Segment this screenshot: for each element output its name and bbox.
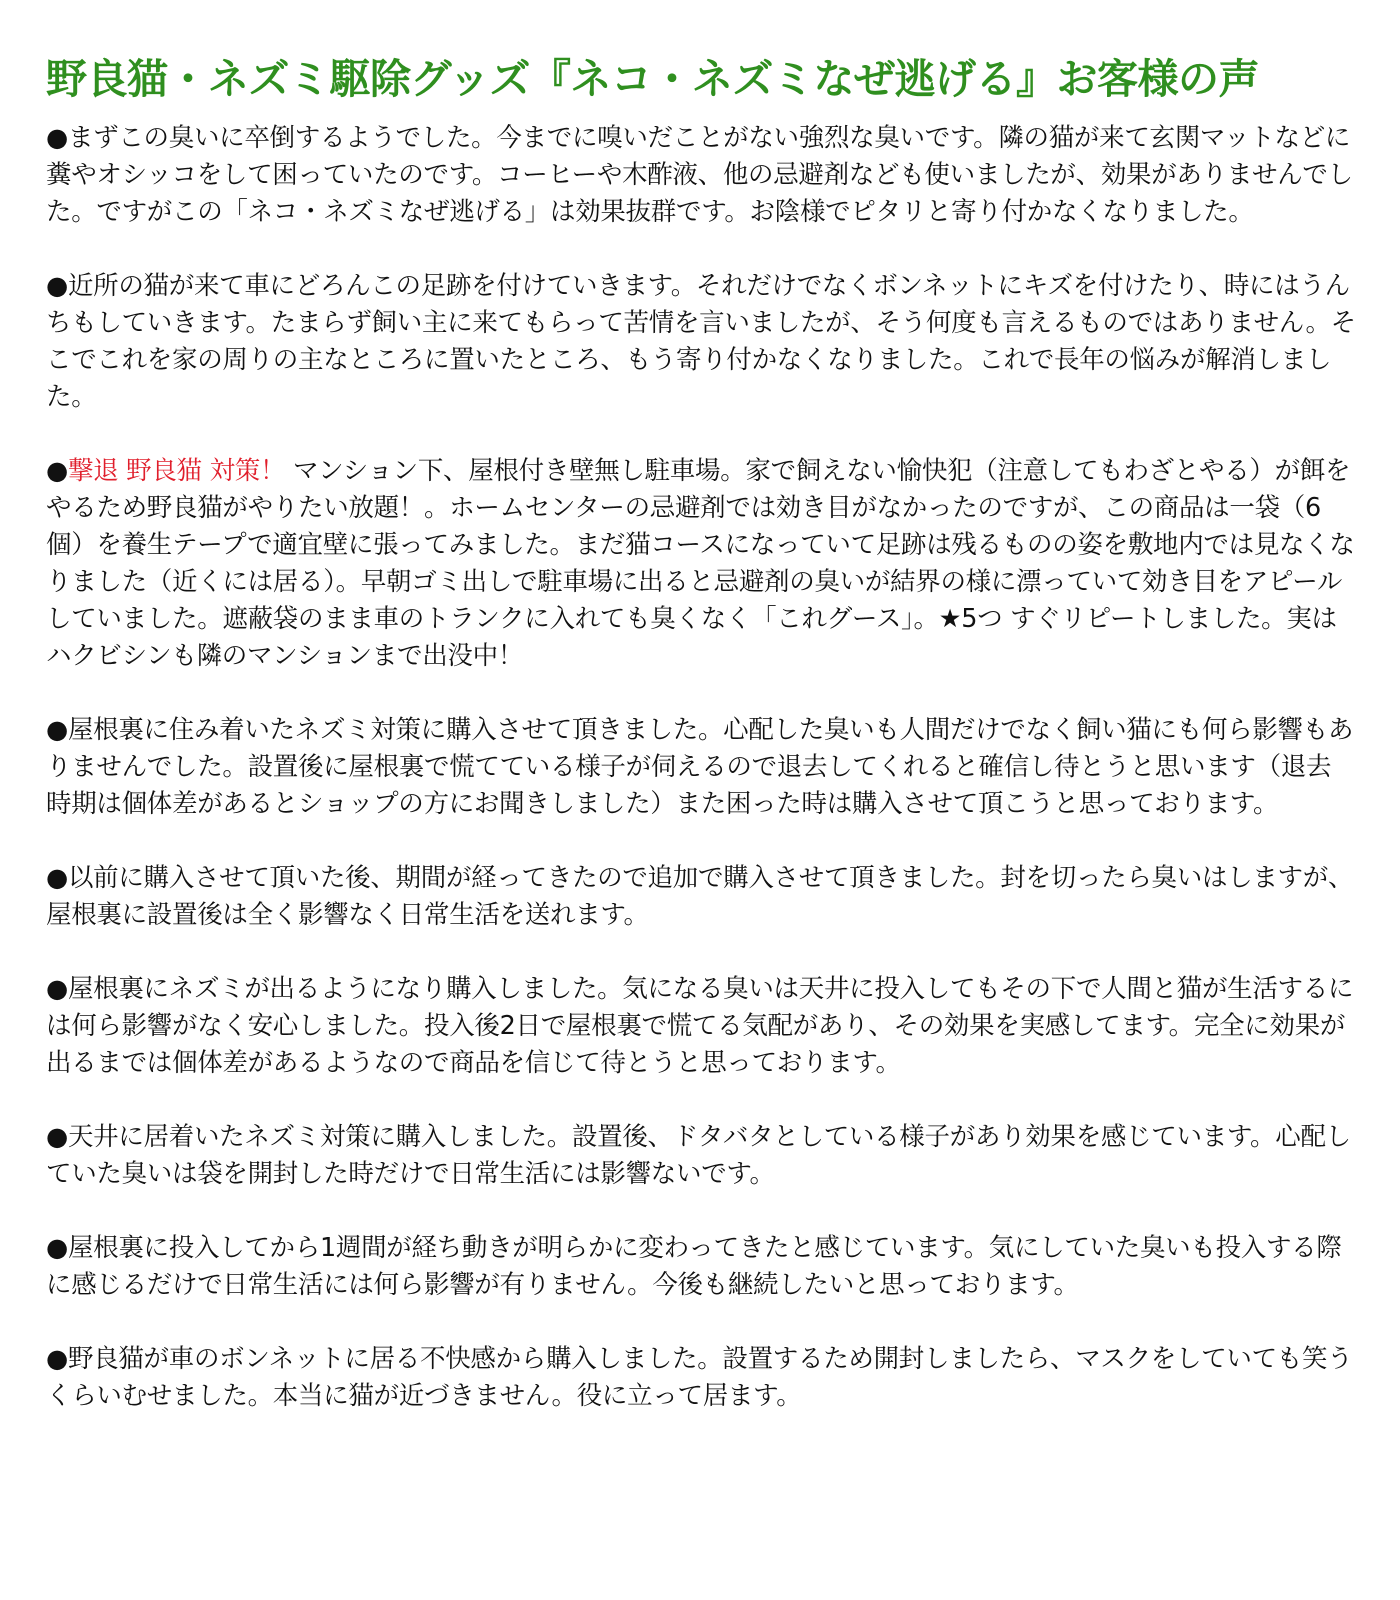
review-item (46, 453, 1356, 675)
review-text: 天井に居着いたネズミ対策に購入しました。設置後、ドタバタとしている様子があり効果を感じています。心配していた臭いは袋を開封した時だけで日常生活には影響ないです。 (46, 1122, 1351, 1189)
review-list (46, 120, 1356, 1415)
review-bullet: ● (46, 715, 68, 745)
review-text: 屋根裏に住み着いたネズミ対策に購入させて頂きました。心配した臭いも人間だけでなく飼い猫にも何ら影響もありませんでした。設置後に屋根裏で慌てている様子が伺えるので退去してくれると確信し待とうと思います（退去時期は個体差があるとショップの方にお聞きしました）また困った時は購入させて頂こうと思っております。 (46, 715, 1354, 819)
review-highlight: 撃退 野良猫 対策！ (67, 456, 286, 486)
review-text: 屋根裏にネズミが出るようになり購入しました。気になる臭いは天井に投入してもその下で人間と猫が生活するには何ら影響がなく安心しました。投入後2日で屋根裏で慌てる気配があり、その効果を実感してます。完全に効果が出るまでは個体差があるようなので商品を信じて待とうと思っております。 (46, 974, 1354, 1078)
review-bullet: ● (46, 456, 68, 486)
review-item (46, 1119, 1356, 1193)
review-bullet: ● (46, 863, 68, 893)
review-bullet: ● (46, 1122, 68, 1152)
review-item (46, 120, 1356, 231)
review-bullet: ● (46, 1233, 68, 1263)
review-text: マンション下、屋根付き壁無し駐車場。家で飼えない愉快犯（注意してもわざとやる）が餌をやるため野良猫がやりたい放題！。ホームセンターの忌避剤では効き目がなかったのですが、この商品は一袋（6個）を養生テープで適宜壁に張ってみました。まだ猫コースになっていて足跡は残るものの姿を敷地内では見なくなりました（近くには居る）。早朝ゴミ出しで駐車場に出ると忌避剤の臭いが結界の様に漂っていて効き目をアピールしていました。遮蔽袋のまま車のトランクに入れても臭くなく「これグース」。★5つ すぐリピートしました。実はハクビシンも隣のマンションまで出没中！ (46, 456, 1355, 671)
review-text: 屋根裏に投入してから1週間が経ち動きが明らかに変わってきたと感じています。気にしていた臭いも投入する際に感じるだけで日常生活には何ら影響が有りません。今後も継続したいと思っております。 (46, 1233, 1342, 1300)
review-text: 野良猫が車のボンネットに居る不快感から購入しました。設置するため開封しましたら、マスクをしていても笑うくらいむせました。本当に猫が近づきません。役に立って居ます。 (46, 1344, 1353, 1411)
review-text: まずこの臭いに卒倒するようでした。今までに嗅いだことがない強烈な臭いです。隣の猫が来て玄関マットなどに糞やオシッコをして困っていたのです。コーヒーや木酢液、他の忌避剤なども使いましたが、効果がありませんでした。ですがこの「ネコ・ネズミなぜ逃げる」は効果抜群です。お陰様でピタリと寄り付かなくなりました。 (46, 123, 1353, 227)
review-text: 以前に購入させて頂いた後、期間が経ってきたので追加で購入させて頂きました。封を切ったら臭いはしますが、屋根裏に設置後は全く影響なく日常生活を送れます。 (46, 863, 1354, 930)
review-text: 近所の猫が来て車にどろんこの足跡を付けていきます。それだけでなくボンネットにキズを付けたり、時にはうんちもしていきます。たまらず飼い主に来てもらって苦情を言いましたが、そう何度も言えるものではありません。そこでこれを家の周りの主なところに置いたところ、もう寄り付かなくなりました。これで長年の悩みが解消しました。 (46, 271, 1356, 412)
page-title: 野良猫・ネズミ駆除グッズ『ネコ・ネズミなぜ逃げる』お客様の声 (46, 55, 1259, 103)
review-bullet: ● (46, 1344, 68, 1374)
review-item (46, 860, 1356, 934)
review-item (46, 1341, 1356, 1415)
review-item (46, 971, 1356, 1082)
review-item (46, 1230, 1356, 1304)
review-bullet: ● (46, 974, 68, 1004)
review-item (46, 268, 1356, 416)
review-bullet: ● (46, 123, 68, 153)
review-bullet: ● (46, 271, 68, 301)
review-item (46, 712, 1356, 823)
